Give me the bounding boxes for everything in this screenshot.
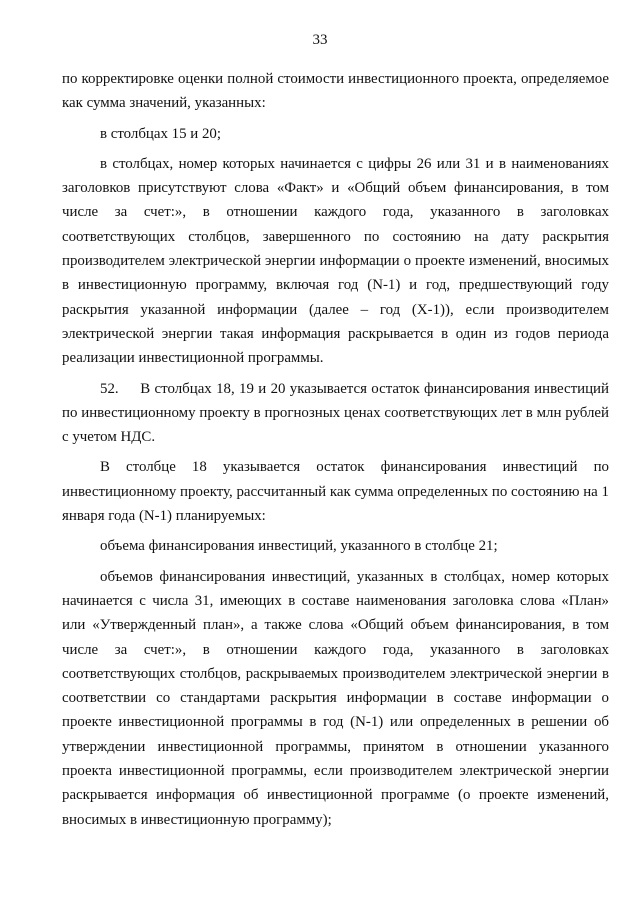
paragraph-column-21: объема финансирования инвестиций, указанного в столбце 21; bbox=[100, 538, 498, 555]
paragraph-columns-15-20: в столбцах 15 и 20; bbox=[100, 125, 222, 142]
document-body bbox=[62, 67, 609, 832]
paragraph-columns-31: объемов финансирования инвестиций, указанных в столбцах, номер которых начинается с числа 31, имеющих в составе наименования заголовка слова «План» или «Утвержденный план», а также слова «Общий объем финансирования, в том числе за счет:», в отношении каждого года, указанного в заголовках соответствующих столбцов, раскрываемых производителем электрической энергии в соответствии со стандартами раскрытия информации в составе информации о проекте инвестиционной программы в год (N-1) или определенных в решении об утверждении инвестиционной программы, принятом в отношении указанного проекта инвестиционной программы, если производителем электрической энергии раскрывается информация об инвестиционной программе (о проекте изменений, вносимых в инвестиционную программу); bbox=[62, 568, 609, 828]
paragraph-columns-26-31: в столбцах, номер которых начинается с цифры 26 или 31 и в наименованиях заголовков присутствуют слова «Факт» и «Общий объем финансирования, в том числе за счет:», в отношении каждого года, указанного в заголовках соответствующих столбцов, завершенного по состоянию на дату раскрытия производителем электрической энергии информации о проекте изменений, вносимых в инвестиционную программу, включая год (N-1) и год, предшествующий году раскрытия указанной информации (далее – год (X-1)), если производителем электрической энергии такая информация раскрывается в один из годов периода реализации инвестиционной программы. bbox=[62, 155, 609, 367]
page-number: 33 bbox=[312, 32, 328, 48]
paragraph-column-18: В столбце 18 указывается остаток финансирования инвестиций по инвестиционному проекту, рассчитанный как сумма определенных по состоянию на 1 января года (N-1) планируемых: bbox=[62, 459, 609, 525]
paragraph-item-52: 52. В столбцах 18, 19 и 20 указывается остаток финансирования инвестиций по инвестиционному проекту в прогнозных ценах соответствующих лет в млн рублей с учетом НДС. bbox=[62, 380, 609, 446]
paragraph-intro: по корректировке оценки полной стоимости инвестиционного проекта, определяемое как сумма значений, указанных: bbox=[62, 71, 609, 112]
